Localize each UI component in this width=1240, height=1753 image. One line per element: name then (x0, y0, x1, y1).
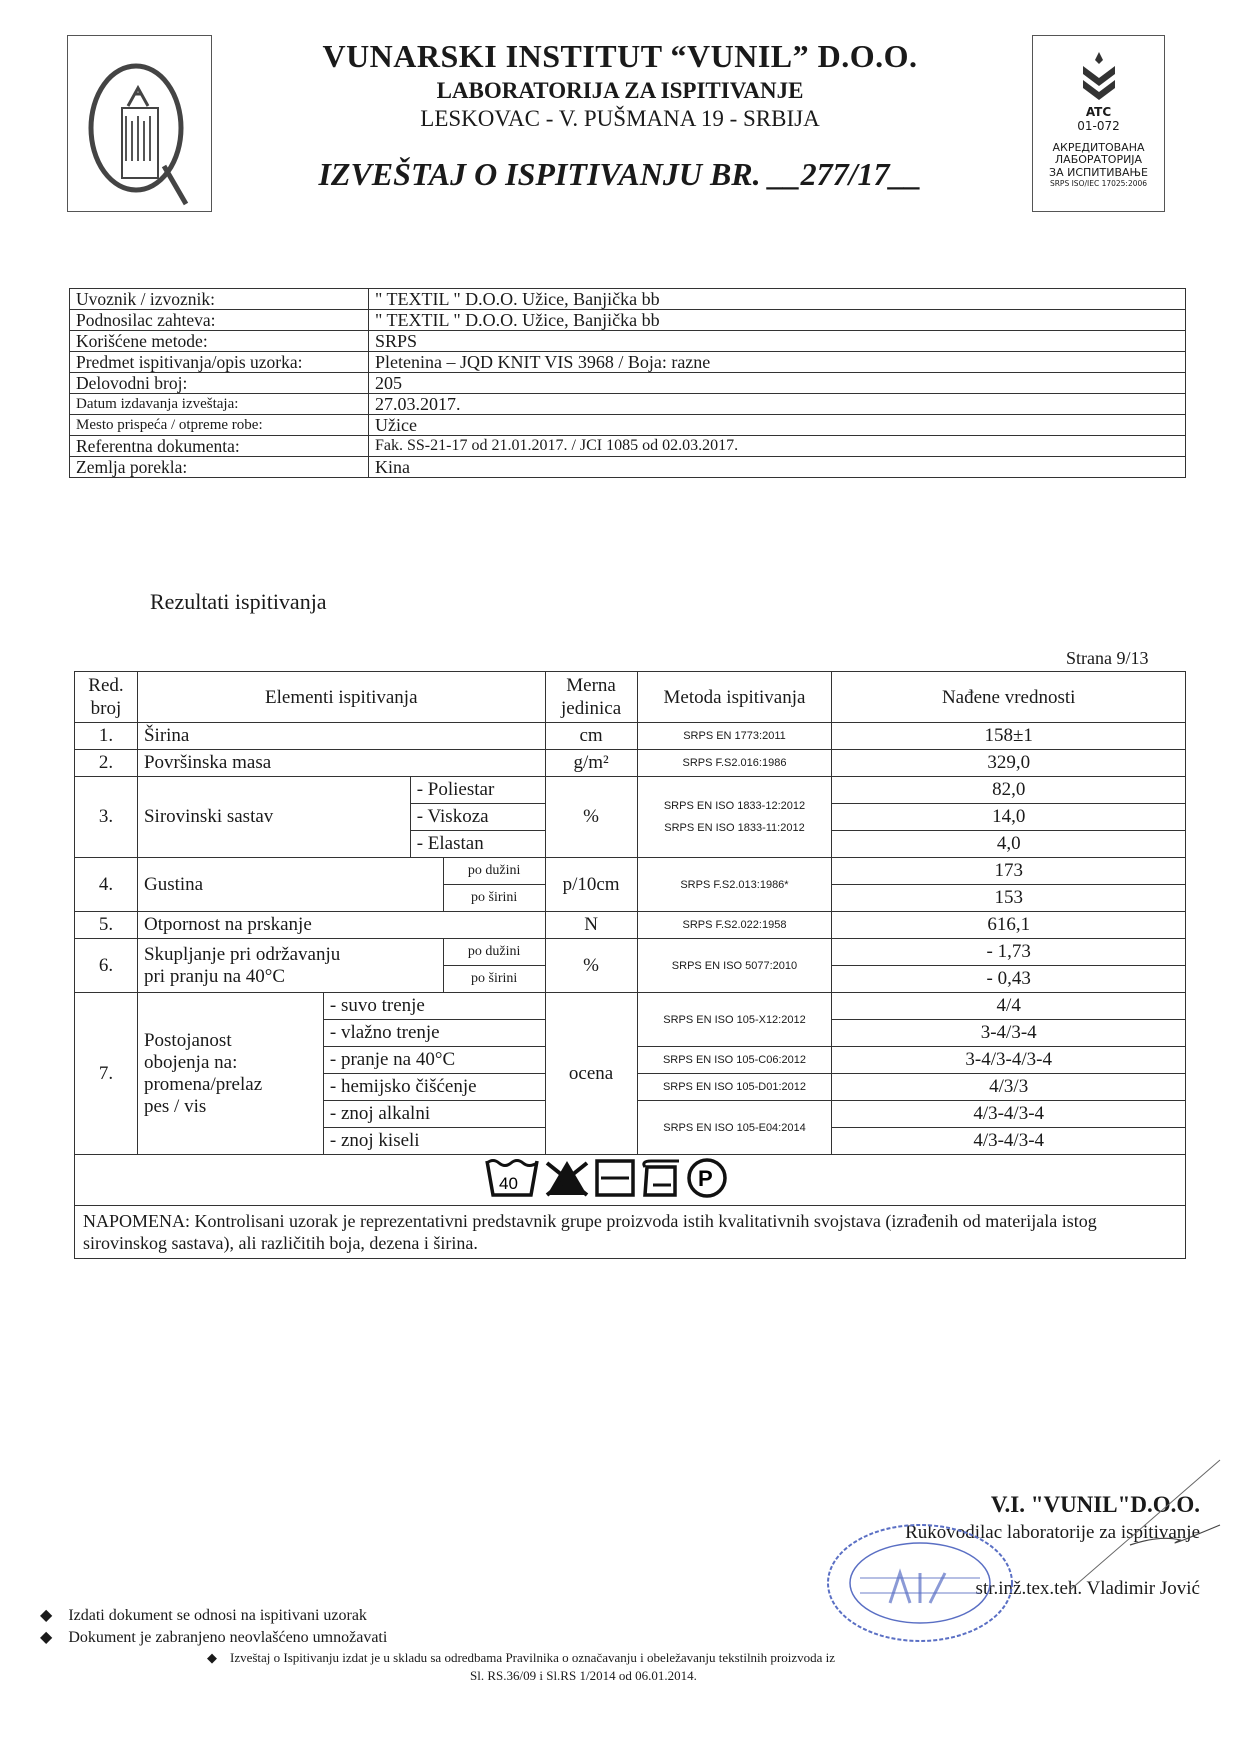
footer-note-2 (40, 1627, 387, 1647)
value: 3-4/3-4 (832, 1020, 1186, 1047)
row-number: 6. (75, 939, 138, 993)
test-element: Otpornost na prskanje (137, 912, 545, 939)
page-number: Strana 9/13 (1066, 648, 1149, 668)
signature-name: str.inž.tex.teh. Vladimir Jović (975, 1578, 1200, 1599)
value: - 1,73 (832, 939, 1186, 966)
value: 14,0 (832, 804, 1186, 831)
note: NAPOMENA: Kontrolisani uzorak je reprezentativni predstavnik grupe proizvoda istih kvalitativnih svojstava (izrađenih od materijala istog sirovinskog sastava), ali različitih boja, dezena i širina. (75, 1206, 1186, 1259)
table-row (75, 858, 1186, 885)
institute-name: VUNARSKI INSTITUT “VUNIL” D.O.O. (322, 38, 918, 74)
value: 4/4 (832, 993, 1186, 1020)
test-element: Širina (137, 723, 545, 750)
results-table (74, 671, 1186, 1259)
unit: cm (545, 723, 637, 750)
row-number: 4. (75, 858, 138, 912)
method: SRPS EN ISO 105-C06:2012 (637, 1047, 832, 1074)
method: SRPS F.S2.016:1986 (637, 750, 832, 777)
wash-temperature: 40 (499, 1174, 518, 1193)
method: SRPS EN ISO 105-D01:2012 (637, 1074, 832, 1101)
sub-element: po dužini (443, 939, 545, 966)
footer-note-1-text: Izdati dokument se odnosi na ispitivani uzorak (68, 1607, 367, 1624)
unit: g/m² (545, 750, 637, 777)
footer-note-3 (207, 1650, 835, 1666)
institute-logo (67, 35, 212, 212)
test-element-line: Postojanost (143, 1029, 232, 1051)
care-symbols-row (75, 1155, 1186, 1206)
info-label: Predmet ispitivanja/opis uzorka: (70, 352, 369, 373)
info-value: " TEXTIL " D.O.O. Užice, Banjička bb (369, 289, 1186, 310)
atc-code: ATC (1085, 105, 1112, 119)
info-value: Užice (369, 415, 1186, 436)
row-number: 5. (75, 912, 138, 939)
table-row (70, 436, 1186, 457)
test-element (137, 993, 323, 1155)
info-label: Datum izdavanja izveštaja: (70, 394, 369, 415)
stamp (820, 1518, 1020, 1653)
atc-standard: SRPS ISO/IEC 17025:2006 (1049, 178, 1148, 188)
no-bleach-icon (547, 1161, 587, 1195)
signature-role: Rukovodilac laboratorije za ispitivanje (905, 1522, 1200, 1543)
atc-line3: ЗА ИСПИТИВАЊЕ (1049, 165, 1148, 179)
info-label: Delovodni broj: (70, 373, 369, 394)
wash-40-icon (487, 1161, 537, 1196)
value: 4/3-4/3-4 (832, 1128, 1186, 1155)
sub-element: po širini (443, 885, 545, 912)
method (637, 777, 832, 858)
accreditation-icon (1079, 52, 1119, 102)
sub-element: - suvo trenje (323, 993, 545, 1020)
table-row (75, 777, 1186, 804)
method: SRPS EN ISO 105-E04:2014 (637, 1101, 832, 1155)
test-element: Gustina (137, 858, 443, 912)
row-number: 1. (75, 723, 138, 750)
value: 4/3-4/3-4 (832, 1101, 1186, 1128)
unit: N (545, 912, 637, 939)
footer-note-1 (40, 1605, 367, 1625)
bullet-icon: ◆ (207, 1650, 217, 1665)
info-label: Zemlja porekla: (70, 457, 369, 478)
sub-element: - Elastan (410, 831, 545, 858)
info-label: Podnosilac zahteva: (70, 310, 369, 331)
table-row (70, 373, 1186, 394)
test-element: Sirovinski sastav (137, 777, 410, 858)
header-method: Metoda ispitivanja (637, 672, 832, 723)
unit: ocena (545, 993, 637, 1155)
laboratory-name: LABORATORIJA ZA ISPITIVANJE (436, 78, 804, 103)
tumble-dry-prohibited-icon (597, 1161, 633, 1195)
method: SRPS F.S2.022:1958 (637, 912, 832, 939)
sub-element: po dužini (443, 858, 545, 885)
row-number: 2. (75, 750, 138, 777)
sub-element: po širini (443, 966, 545, 993)
test-element-line: pri pranju na 40°C (143, 965, 286, 987)
method: SRPS EN 1773:2011 (637, 723, 832, 750)
bullet-icon: ◆ (40, 1629, 53, 1646)
header-no: Red. broj (75, 672, 138, 723)
sub-element: - vlažno trenje (323, 1020, 545, 1047)
care-symbols-icon (485, 1155, 775, 1199)
info-value: 27.03.2017. (369, 394, 1186, 415)
unit: % (545, 777, 637, 858)
value: 616,1 (832, 912, 1186, 939)
row-number: 7. (75, 993, 138, 1155)
header-unit: Merna jedinica (545, 672, 637, 723)
table-row (70, 310, 1186, 331)
header-element: Elementi ispitivanja (137, 672, 545, 723)
method: SRPS EN ISO 5077:2010 (637, 939, 832, 993)
method: SRPS EN ISO 105-X12:2012 (637, 993, 832, 1047)
sub-element: - Viskoza (410, 804, 545, 831)
row-number: 3. (75, 777, 138, 858)
table-row (70, 331, 1186, 352)
info-value: SRPS (369, 331, 1186, 352)
info-label: Korišćene metode: (70, 331, 369, 352)
value: - 0,43 (832, 966, 1186, 993)
info-label: Uvoznik / izvoznik: (70, 289, 369, 310)
table-row (75, 912, 1186, 939)
atc-line2: ЛАБОРАТОРИЈА (1054, 153, 1143, 167)
value: 82,0 (832, 777, 1186, 804)
institute-address: LESKOVAC - V. PUŠMANA 19 - SRBIJA (420, 106, 820, 131)
unit: p/10cm (545, 858, 637, 912)
footer-note-3-ref: Sl. RS.36/09 i Sl.RS 1/2014 od 06.01.2014. (470, 1668, 697, 1683)
value: 4,0 (832, 831, 1186, 858)
results-title: Rezultati ispitivanja (150, 589, 327, 614)
accreditation-badge (1032, 35, 1165, 212)
value: 173 (832, 858, 1186, 885)
method-line: SRPS EN ISO 1833-12:2012 (663, 800, 806, 812)
table-row (75, 723, 1186, 750)
value: 3-4/3-4/3-4 (832, 1047, 1186, 1074)
table-row (70, 415, 1186, 436)
info-value: Pletenina – JQD KNIT VIS 3968 / Boja: razne (369, 352, 1186, 373)
note-row (75, 1206, 1186, 1259)
test-element-line: obojenja na: (143, 1051, 238, 1073)
value: 329,0 (832, 750, 1186, 777)
sub-element: - znoj kiseli (323, 1128, 545, 1155)
test-element (137, 939, 443, 993)
handwritten-signature-icon (1060, 1440, 1230, 1600)
bullet-icon: ◆ (40, 1607, 53, 1624)
sub-element: - hemijsko čišćenje (323, 1074, 545, 1101)
method-line: SRPS EN ISO 1833-11:2012 (664, 822, 805, 834)
dry-clean-p-icon (689, 1160, 725, 1196)
table-row (70, 289, 1186, 310)
value: 4/3/3 (832, 1074, 1186, 1101)
info-label: Referentna dokumenta: (70, 436, 369, 457)
table-row (70, 394, 1186, 415)
care-symbols (75, 1155, 1186, 1206)
sub-element: - znoj alkalni (323, 1101, 545, 1128)
unit: % (545, 939, 637, 993)
test-element-line: Skupljanje pri održavanju (143, 943, 341, 965)
atc-line1: АКРЕДИТОВАНА (1052, 140, 1145, 154)
sub-element: - pranje na 40°C (323, 1047, 545, 1074)
footer-note-2-text: Dokument je zabranjeno neovlašćeno umnožavati (68, 1629, 388, 1646)
sub-element: - Poliestar (410, 777, 545, 804)
table-row (75, 993, 1186, 1020)
iron-icon (644, 1161, 679, 1195)
dry-clean-letter: P (698, 1166, 713, 1191)
sample-info-table (69, 288, 1186, 478)
test-element: Površinska masa (137, 750, 545, 777)
table-row (70, 352, 1186, 373)
info-value: Kina (369, 457, 1186, 478)
info-value: 205 (369, 373, 1186, 394)
value: 153 (832, 885, 1186, 912)
method: SRPS F.S2.013:1986* (637, 858, 832, 912)
info-value: Fak. SS-21-17 od 21.01.2017. / JCI 1085 od 02.03.2017. (369, 436, 1186, 457)
table-header-row (75, 672, 1186, 723)
report-title: IZVEŠTAJ O ISPITIVANJU BR. __277/17__ (318, 156, 922, 192)
test-element-line: promena/prelaz (143, 1073, 263, 1095)
footer-note-3-text: Izveštaj o Ispitivanju izdat je u skladu sa odredbama Pravilnika o označavanju i obeležavanju tekstilnih proizvoda iz (230, 1650, 836, 1665)
stamp-icon (820, 1518, 1020, 1648)
table-row (75, 939, 1186, 966)
info-value: " TEXTIL " D.O.O. Užice, Banjička bb (369, 310, 1186, 331)
header-value: Nađene vrednosti (832, 672, 1186, 723)
info-label: Mesto prispeća / otpreme robe: (70, 415, 369, 436)
value: 158±1 (832, 723, 1186, 750)
atc-number: 01-072 (1077, 118, 1120, 133)
signature-org: V.I. "VUNIL"D.O.O. (990, 1492, 1200, 1517)
table-row (70, 457, 1186, 478)
table-row (75, 750, 1186, 777)
test-element-line: pes / vis (143, 1095, 207, 1117)
